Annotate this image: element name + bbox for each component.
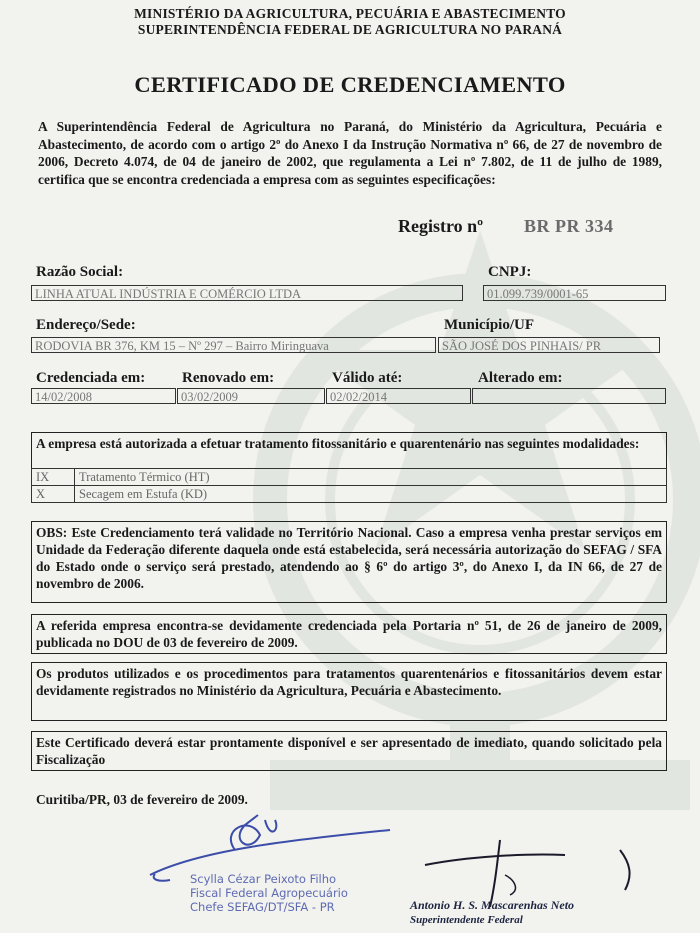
signatory-2-name: Antonio H. S. Mascarenhas Neto bbox=[410, 898, 575, 912]
endereco-field: RODOVIA BR 376, KM 15 – Nº 297 – Bairro Miringuava bbox=[31, 337, 436, 353]
obs-box: OBS: Este Credenciamento terá validade no Território Nacional. Caso a empresa venha prestar serviços em Unidade da Federação diferente daquela onde está estabelecida, será necessária autorização do SEFAG / SFA do Estado onde o serviço será prestado, atendendo ao § 6º do artigo 3º, do Anexo I, da IN 66, de 27 de novembro de 2006. bbox=[31, 521, 667, 603]
intro-paragraph: A Superintendência Federal de Agricultura no Paraná, do Ministério da Agricultura, Pecuária e Abastecimento, de acordo com o artigo 2º do Anexo I da Instrução Normativa nº 66, de 27 de novembro de 2006, Decreto 4.074, de 04 de janeiro de 2002, que regulamenta a Lei nº 7.802, de 11 de julho de 1989, certifica que se encontra credenciada a empresa com as seguintes especificações: bbox=[38, 119, 662, 187]
valido-field: 02/02/2014 bbox=[326, 388, 471, 404]
produtos-box: Os produtos utilizados e os procedimentos para tratamentos quarentenários e fitossanitários devem estar devidamente registrados no Ministério da Agricultura, Pecuária e Abastecimento. bbox=[31, 662, 667, 721]
signatory-2-role: Superintendente Federal bbox=[410, 914, 523, 926]
modalidade-code: IX bbox=[32, 469, 75, 486]
modalidade-name: Tratamento Térmico (HT) bbox=[75, 469, 667, 486]
city-date: Curitiba/PR, 03 de fevereiro de 2009. bbox=[36, 792, 248, 807]
alterado-field bbox=[472, 388, 666, 404]
valido-label: Válido até: bbox=[332, 370, 403, 386]
modalidade-name: Secagem em Estufa (KD) bbox=[75, 486, 667, 503]
municipio-label: Município/UF bbox=[444, 317, 535, 333]
signatory-1-dept: Chefe SEFAG/DT/SFA - PR bbox=[190, 900, 335, 914]
razao-social-field: LINHA ATUAL INDÚSTRIA E COMÉRCIO LTDA bbox=[31, 285, 463, 301]
registro-value: BR PR 334 bbox=[524, 216, 614, 236]
endereco-label: Endereço/Sede: bbox=[36, 317, 136, 333]
cnpj-label: CNPJ: bbox=[488, 264, 532, 280]
modalidade-row bbox=[32, 486, 667, 503]
document-title: CERTIFICADO DE CREDENCIAMENTO bbox=[134, 72, 566, 97]
modalidade-code: X bbox=[32, 486, 75, 503]
registro-label: Registro nº bbox=[398, 216, 484, 236]
renovado-label: Renovado em: bbox=[182, 370, 275, 386]
superintendency-header: SUPERINTENDÊNCIA FEDERAL DE AGRICULTURA NO PARANÁ bbox=[137, 22, 563, 37]
modalidade-row bbox=[32, 469, 667, 486]
signatory-1-name: Scylla Cézar Peixoto Filho bbox=[190, 872, 337, 886]
credenciada-label: Credenciada em: bbox=[36, 370, 146, 386]
disponivel-box: Este Certificado deverá estar prontamente disponível e ser apresentado de imediato, quando solicitado pela Fiscalização bbox=[31, 731, 667, 771]
modalidades-table bbox=[31, 468, 667, 503]
portaria-box: A referida empresa encontra-se devidamente credenciada pela Portaria nº 51, de 26 de janeiro de 2009, publicada no DOU de 03 de fevereiro de 2009. bbox=[31, 614, 667, 654]
municipio-field: SÃO JOSÉ DOS PINHAIS/ PR bbox=[438, 337, 660, 353]
modalidades-heading: A empresa está autorizada a efetuar tratamento fitossanitário e quarentenário nas seguintes modalidades: bbox=[31, 432, 667, 469]
renovado-field: 03/02/2009 bbox=[177, 388, 325, 404]
ministry-header: MINISTÉRIO DA AGRICULTURA, PECUÁRIA E ABASTECIMENTO bbox=[134, 6, 566, 21]
razao-social-label: Razão Social: bbox=[36, 264, 124, 280]
credenciada-field: 14/02/2008 bbox=[31, 388, 176, 404]
alterado-label: Alterado em: bbox=[478, 370, 563, 386]
cnpj-field: 01.099.739/0001-65 bbox=[483, 285, 666, 301]
signatory-1-role: Fiscal Federal Agropecuário bbox=[190, 886, 348, 900]
